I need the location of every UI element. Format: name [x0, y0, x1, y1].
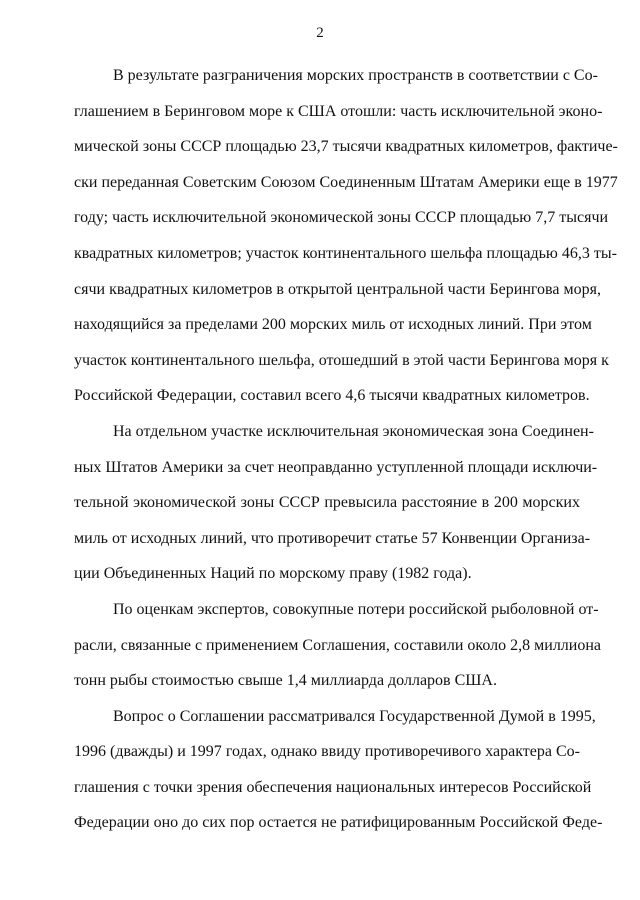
text-line: глашения с точки зрения обеспечения национальных интересов Российской	[74, 778, 592, 796]
paragraph	[74, 699, 603, 841]
text-line: Федерации оно до сих пор остается не ратифицированным Российской Феде-	[74, 814, 603, 832]
page-number: 2	[316, 25, 324, 41]
text-line: расли, связанные с применением Соглашения, составили около 2,8 миллиона	[74, 636, 602, 654]
text-line: глашением в Беринговом море к США отошли: часть исключительной эконо-	[74, 102, 603, 120]
text-line: участок континентального шельфа, отошедший в этой части Берингова моря к	[74, 351, 609, 369]
text-line: квадратных километров; участок континентального шельфа площадью 46,3 ты-	[74, 244, 617, 262]
text-line: ных Штатов Америки за счет неоправданно уступленной площади исключи-	[74, 458, 598, 476]
text-line: В результате разграничения морских пространств в соответствии с Со-	[113, 67, 598, 84]
paragraph	[74, 58, 618, 414]
text-line: миль от исходных линий, что противоречит статье 57 Конвенции Организа-	[74, 529, 591, 547]
text-line: ции Объединенных Наций по морскому праву (1982 года).	[74, 565, 472, 583]
text-line: Российской Федерации, составил всего 4,6 тысячи квадратных километров.	[74, 387, 590, 405]
text-line: ски переданная Советским Союзом Соединенным Штатам Америки еще в 1977	[74, 173, 618, 191]
text-line: 1996 (дважды) и 1997 годах, однако ввиду противоречивого характера Со-	[74, 743, 580, 761]
paragraph	[74, 414, 598, 592]
text-line: тонн рыбы стоимостью свыше 1,4 миллиарда долларов США.	[74, 672, 497, 690]
text-line: тельной экономической зоны СССР превысила расстояние в 200 морских	[74, 494, 580, 512]
text-line: находящийся за пределами 200 морских миль от исходных линий. При этом	[74, 316, 592, 334]
text-line: году; часть исключительной экономической зоны СССР площадью 7,7 тысячи	[74, 209, 609, 227]
text-line: сячи квадратных километров в открытой центральной части Берингова моря,	[74, 280, 601, 298]
document-body	[74, 58, 618, 841]
paragraph	[74, 592, 602, 699]
text-line: На отдельном участке исключительная экономическая зона Соединен-	[113, 422, 594, 440]
text-line: мической зоны СССР площадью 23,7 тысячи квадратных километров, фактиче-	[74, 138, 618, 156]
text-line: По оценкам экспертов, совокупные потери российской рыболовной от-	[113, 600, 599, 618]
text-line: Вопрос о Соглашении рассматривался Государственной Думой в 1995,	[113, 707, 596, 725]
